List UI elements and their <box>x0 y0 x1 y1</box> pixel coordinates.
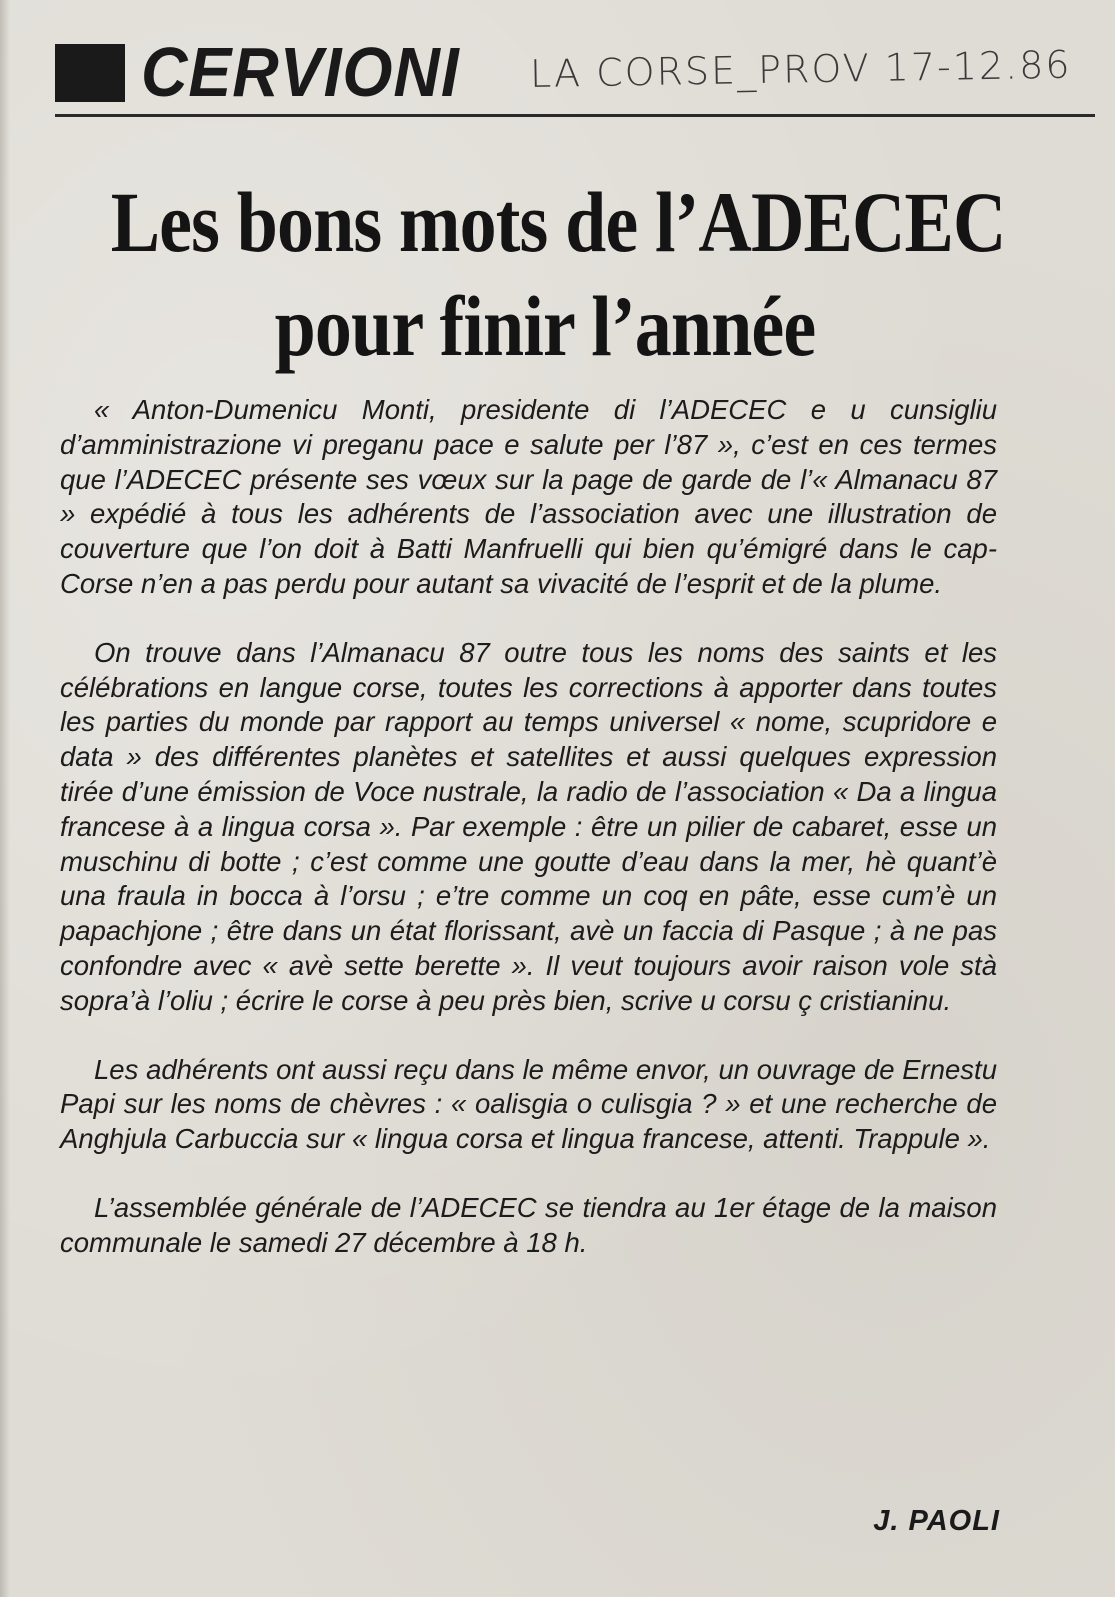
header-rule <box>55 114 1095 117</box>
clipping-edge-shadow <box>0 0 10 1597</box>
headline-line-2: pour finir l’année <box>274 278 816 374</box>
section-marker-block <box>55 44 125 102</box>
handwritten-source-note: LA CORSE_PROV 17-12.86 <box>529 42 1072 96</box>
section-name: CERVIONI <box>141 33 460 111</box>
article-paragraph-1: « Anton-Dumenicu Monti, presidente di l’ADECEC e u cunsigliu d’amministrazione vi preganu pace e salute per l’87 », c’est en ces termes que l’ADECEC présente ses vœux sur la page de garde de l’« Almanacu 87 » expédié à tous les adhérents de l’association avec une illustration de couverture que l’on doit à Batti Manfruelli qui bien qu’émigré dans le cap-Corse n’en a pas perdu pour autant sa vivacité de l’esprit et de la plume. <box>60 394 997 599</box>
headline-line-1: Les bons mots de l’ADECEC <box>110 174 1006 270</box>
section-header <box>55 33 1095 116</box>
author-signature: J. PAOLI <box>873 1505 1000 1537</box>
article-paragraph-3: Les adhérents ont aussi reçu dans le même envor, un ouvrage de Ernestu Papi sur les noms de chèvres : « oalisgia o culisgia ? » et une recherche de Anghjula Carbuccia sur « lingua corsa et lingua francese, attenti. Trappule ». <box>60 1053 997 1155</box>
article-body <box>60 393 997 1295</box>
article-headline <box>40 170 1050 378</box>
article-paragraph-4: L’assemblée générale de l’ADECEC se tiendra au 1er étage de la maison communale le samedi 27 décembre à 18 h. <box>60 1191 997 1258</box>
article-paragraph-2: On trouve dans l’Almanacu 87 outre tous les noms des saints et les célébrations en langue corse, toutes les corrections à apporter dans toutes les parties du monde par rapport au temps universel « nome, scupridore e data » des différentes planètes et satellites et aussi quelques expression tirée d’une émission de Voce nustrale, la radio de l’association « Da a lingua francese à a lingua corsa ». Par exemple : être un pilier de cabaret, esse un muschinu di botte ; c’est comme une goutte d’eau dans la mer, hè quant’è una fraula in bocca à l’orsu ; e’tre comme un coq en pâte, esse cum’è un papachjone ; être dans un état florissant, avè un faccia di Pasque ; à ne pas confondre avec « avè sette berette ». Il veut toujours avoir raison vole stà sopra’à l’oliu ; écrire le corse à peu près bien, scrive u corsu ç cristianinu. <box>60 636 997 1016</box>
